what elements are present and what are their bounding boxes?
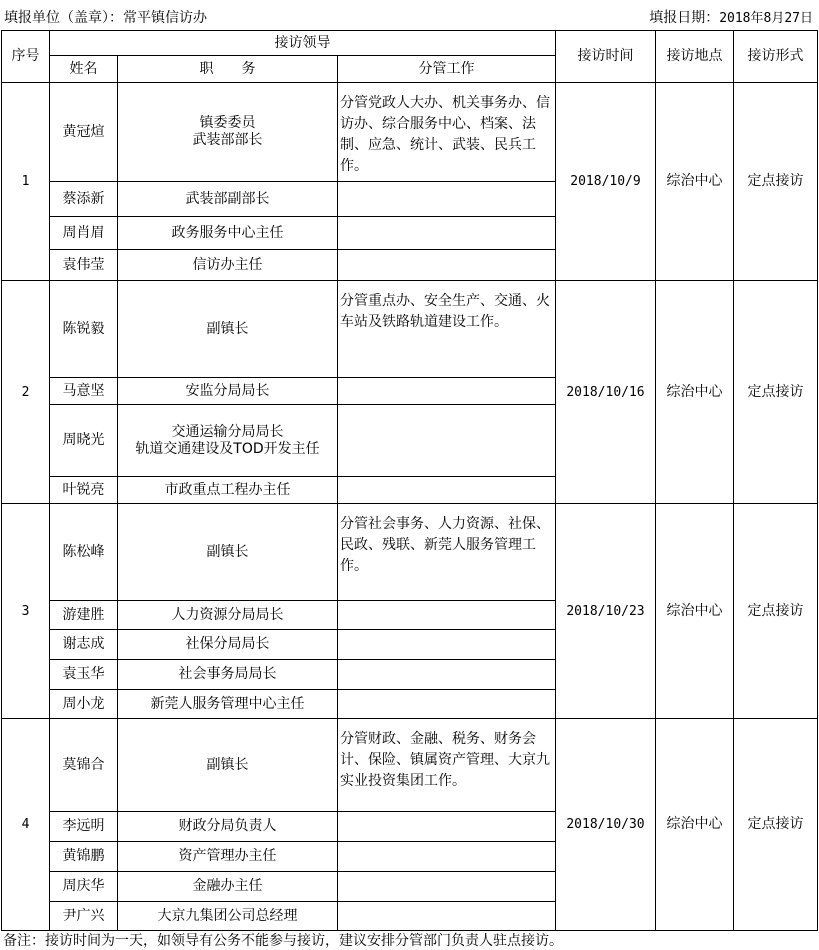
title-line: 信访办主任 xyxy=(192,256,263,273)
title-line: 金融办主任 xyxy=(192,878,263,894)
filing-unit: 填报单位（盖章）：常平镇信访办 xyxy=(4,10,207,26)
leader-duty xyxy=(338,250,556,281)
leader-name: 周小龙 xyxy=(50,690,118,719)
form-header xyxy=(0,0,819,30)
leader-name: 陈松峰 xyxy=(50,504,118,601)
leader-duty xyxy=(338,182,556,217)
leader-name: 黄锦鹏 xyxy=(50,842,118,872)
title-line: 大京九集团公司总经理 xyxy=(157,907,298,924)
reception-form: 定点接访 xyxy=(734,719,818,931)
title-line: 安监分局局长 xyxy=(185,382,270,399)
leader-name: 蔡添新 xyxy=(50,182,118,217)
title-line: 轨道交通建设及TOD开发主任 xyxy=(135,440,320,457)
leader-duty: 分管社会事务、人力资源、社保、民政、残联、新莞人服务管理工作。 xyxy=(338,504,556,601)
reception-date: 2018/10/30 xyxy=(556,719,656,931)
reception-schedule-table xyxy=(1,30,818,931)
leader-title xyxy=(118,719,338,812)
filing-date-value: 2018年8月27日 xyxy=(719,11,813,26)
filing-date-label: 填报日期： xyxy=(649,10,720,26)
reception-form: 定点接访 xyxy=(734,281,818,504)
leader-duty xyxy=(338,690,556,719)
leader-title xyxy=(118,812,338,842)
col-header-time: 接访时间 xyxy=(556,31,656,83)
leader-title xyxy=(118,405,338,477)
leader-title xyxy=(118,630,338,660)
leader-title xyxy=(118,872,338,902)
leader-duty xyxy=(338,477,556,504)
leader-title xyxy=(118,281,338,378)
leader-name: 周晓光 xyxy=(50,405,118,477)
title-line: 新莞人服务管理中心主任 xyxy=(150,695,305,712)
leader-title xyxy=(118,690,338,719)
leader-duty xyxy=(338,842,556,872)
leader-title xyxy=(118,902,338,931)
leader-name: 周庆华 xyxy=(50,872,118,902)
leader-title xyxy=(118,842,338,872)
leader-title xyxy=(118,601,338,630)
leader-title xyxy=(118,182,338,217)
leader-name: 李远明 xyxy=(50,812,118,842)
leader-duty xyxy=(338,630,556,660)
leader-name: 黄冠煊 xyxy=(50,83,118,182)
title-line: 副镇长 xyxy=(206,320,249,337)
leader-title xyxy=(118,217,338,250)
title-line: 政务服务中心主任 xyxy=(171,224,284,241)
col-header-title: 职 务 xyxy=(118,56,338,83)
leader-duty xyxy=(338,405,556,477)
filing-date xyxy=(649,7,813,27)
title-line: 市政重点工程办主任 xyxy=(164,481,291,498)
leader-name: 马意坚 xyxy=(50,378,118,405)
leader-name: 周肖眉 xyxy=(50,217,118,250)
reception-date: 2018/10/23 xyxy=(556,504,656,719)
col-header-name: 姓名 xyxy=(50,56,118,83)
leader-title xyxy=(118,477,338,504)
leader-duty xyxy=(338,601,556,630)
table-row xyxy=(2,83,818,182)
reception-place: 综治中心 xyxy=(656,281,734,504)
table-row xyxy=(2,504,818,601)
leader-title xyxy=(118,504,338,601)
reception-place: 综治中心 xyxy=(656,719,734,931)
leader-title xyxy=(118,378,338,405)
title-line: 副镇长 xyxy=(206,543,249,560)
reception-date: 2018/10/9 xyxy=(556,83,656,281)
leader-name: 袁玉华 xyxy=(50,660,118,690)
title-line: 镇委委员 xyxy=(199,115,256,131)
title-line: 社保分局局长 xyxy=(185,636,270,652)
leader-duty xyxy=(338,902,556,931)
col-header-place: 接访地点 xyxy=(656,31,734,83)
group-seq: 1 xyxy=(2,83,50,281)
leader-name: 莫锦合 xyxy=(50,719,118,812)
leader-name: 游建胜 xyxy=(50,601,118,630)
group-seq: 4 xyxy=(2,719,50,931)
col-header-duty: 分管工作 xyxy=(338,56,556,83)
title-line: 社会事务局局长 xyxy=(178,666,277,682)
leader-title xyxy=(118,660,338,690)
leader-name: 袁伟莹 xyxy=(50,250,118,281)
title-line: 交通运输分局局长 xyxy=(171,423,284,440)
leader-duty xyxy=(338,812,556,842)
footnote: 备注：接访时间为一天，如领导有公务不能参与接访，建议安排分管部门负责人驻点接访。 xyxy=(3,933,563,949)
reception-form: 定点接访 xyxy=(734,504,818,719)
reception-place: 综治中心 xyxy=(656,504,734,719)
title-line: 副镇长 xyxy=(206,756,249,773)
header-row-1 xyxy=(2,31,818,56)
leader-duty xyxy=(338,660,556,690)
leader-duty: 分管财政、金融、税务、财务会计、保险、镇属资产管理、大京九实业投资集团工作。 xyxy=(338,719,556,812)
table-row xyxy=(2,281,818,378)
leader-duty xyxy=(338,217,556,250)
reception-form: 定点接访 xyxy=(734,83,818,281)
leader-duty: 分管重点办、安全生产、交通、火车站及铁路轨道建设工作。 xyxy=(338,281,556,378)
title-line: 人力资源分局局长 xyxy=(171,606,284,623)
title-line: 财政分局负责人 xyxy=(178,818,277,834)
table-row xyxy=(2,719,818,812)
col-header-leaders: 接访领导 xyxy=(50,31,556,56)
group-seq: 3 xyxy=(2,504,50,719)
reception-date: 2018/10/16 xyxy=(556,281,656,504)
col-header-seq: 序号 xyxy=(2,31,50,83)
leader-name: 陈锐毅 xyxy=(50,281,118,378)
title-line: 资产管理办主任 xyxy=(178,848,277,864)
leader-duty: 分管党政人大办、机关事务办、信访办、综合服务中心、档案、法制、应急、统计、武装、民兵工作。 xyxy=(338,83,556,182)
leader-duty xyxy=(338,378,556,405)
leader-duty xyxy=(338,872,556,902)
leader-name: 尹广兴 xyxy=(50,902,118,931)
leader-name: 谢志成 xyxy=(50,630,118,660)
leader-title xyxy=(118,83,338,182)
reception-place: 综治中心 xyxy=(656,83,734,281)
col-header-form: 接访形式 xyxy=(734,31,818,83)
group-seq: 2 xyxy=(2,281,50,504)
leader-name: 叶锐亮 xyxy=(50,477,118,504)
title-line: 武装部副部长 xyxy=(185,190,270,207)
title-line: 武装部部长 xyxy=(192,132,263,148)
leader-title xyxy=(118,250,338,281)
